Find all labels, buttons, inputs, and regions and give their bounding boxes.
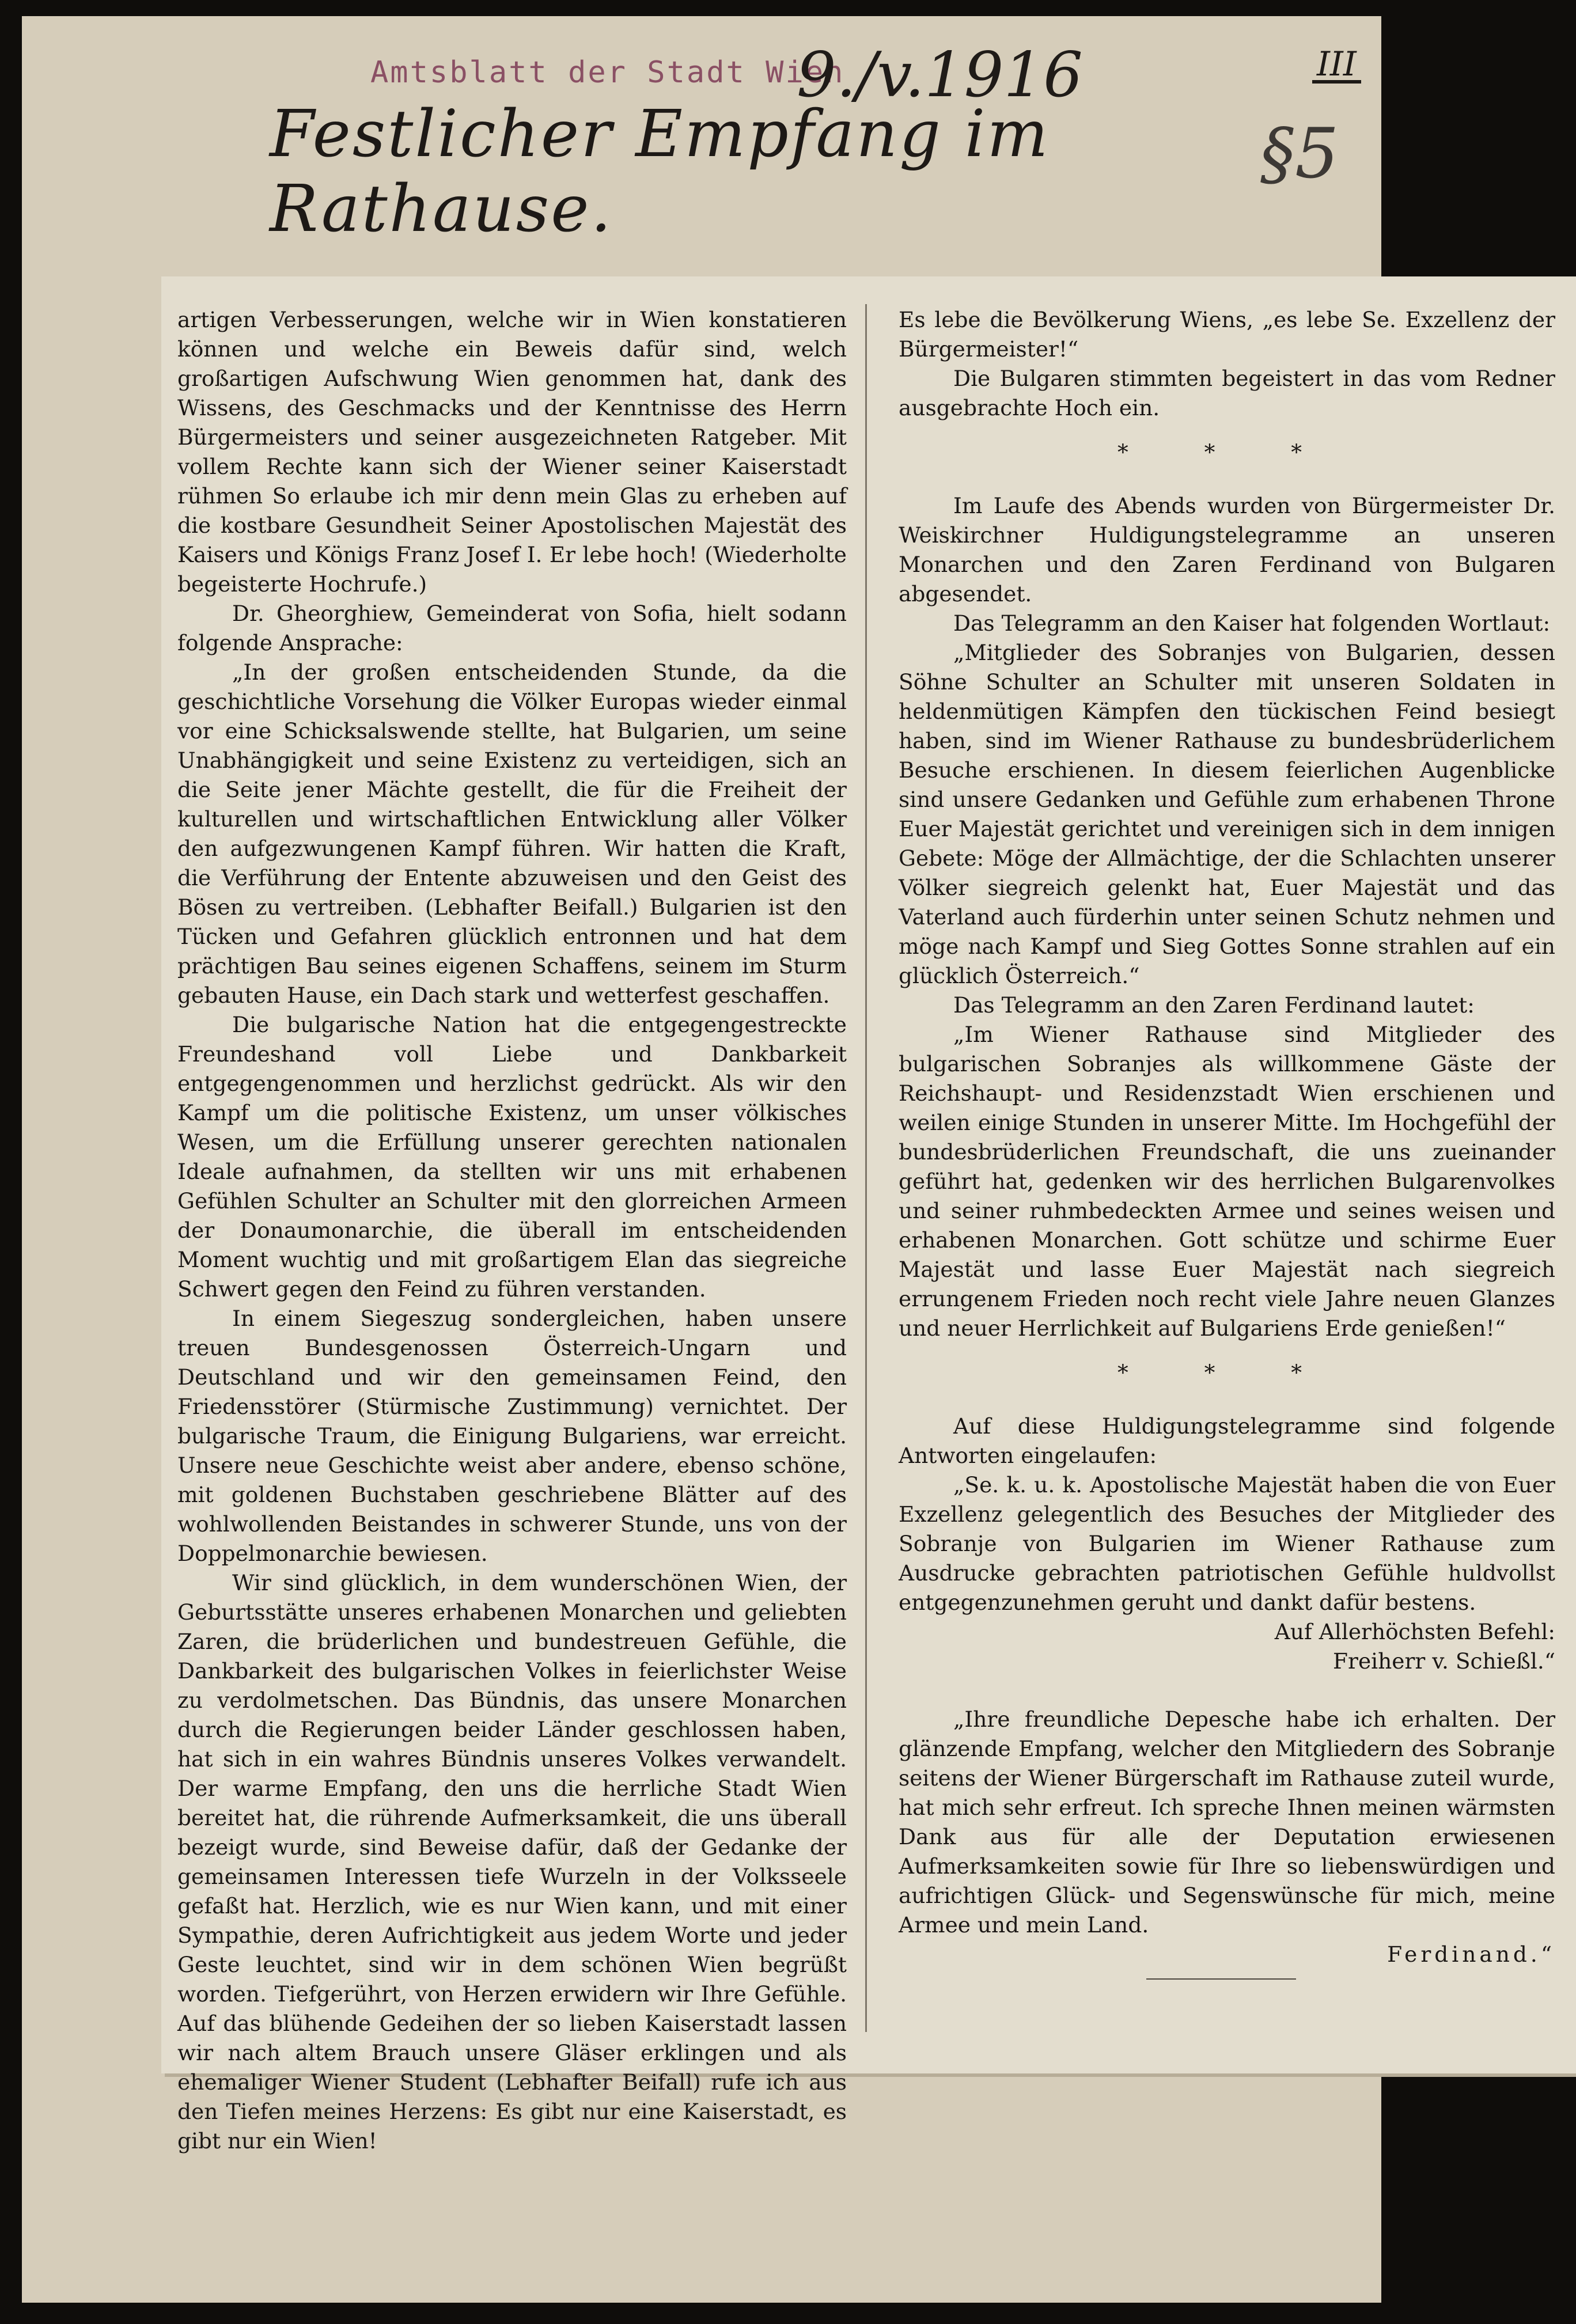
paragraph: Auf diese Huldigungstelegramme sind folgende Antworten eingelaufen:: [899, 1413, 1555, 1468]
signature-line: Ferdinand.“: [1387, 1942, 1555, 1967]
paragraph: Das Telegramm an den Kaiser hat folgenden Wortlaut:: [953, 611, 1551, 636]
handwritten-mark: §5: [1260, 114, 1339, 194]
telegram-to-tsar: „Im Wiener Rathause sind Mitglieder des bulgarischen Sobranjes als willkommene Gäste der Reichshaupt- und Residenzstadt Wien erschienen und weilen einige Stunden in unserer Mitte. Im Hochgefühl der bundesbrüderlichen Freundschaft, die uns zueinander geführt hat, gedenken wir des herrlichen Bulgarenvolkes und seiner ruhmbedeckten Armee und seines weisen und erhabenen Monarchen. Gott schütze und schirme Euer Majestät und lasse Euer Majestät nach siegreich errungenem Frieden noch recht viele Jahre neuen Glanzes und neuer Herrlichkeit auf Bulgariens Erde genießen!“: [899, 1022, 1555, 1341]
paragraph: Die Bulgaren stimmten begeistert in das vom Redner ausgebrachte Hoch ein.: [899, 366, 1555, 420]
paragraph: Das Telegramm an den Zaren Ferdinand lautet:: [953, 992, 1475, 1018]
paragraph: Es lebe die Bevölkerung Wiens, „es lebe Se. Exzellenz der Bürgermeister!“: [899, 307, 1555, 362]
paragraph: Die bulgarische Nation hat die entgegengestreckte Freundeshand voll Liebe und Dankbarkeit entgegengenommen und herzlichst gedrückt. Als wir den Kampf um die politische Existenz, um unser völkisches Wesen, um die Erfüllung unserer gerechten nationalen Ideale aufnahmen, da stellten wir uns mit erhabenen Gefühlen Schulter an Schulter mit den glorreichen Armeen der Donaumonarchie, die überall im entscheidenden Moment wuchtig und mit großartigem Elan das siegreiche Schwert gegen den Feind zu führen verstanden.: [177, 1012, 847, 1302]
end-rule: [1146, 1978, 1296, 1980]
paragraph: Dr. Gheorghiew, Gemeinderat von Sofia, hielt sodann folgende Ansprache:: [177, 601, 847, 655]
reply-from-tsar: „Ihre freundliche Depesche habe ich erhalten. Der glänzende Empfang, welcher den Mitgliedern des Sobranje seitens der Wiener Bürgerschaft im Rathause zuteil wurde, hat mich sehr erfreut. Ich spreche Ihnen meinen wärmsten Dank aus für alle der Deputation erwiesenen Aufmerksamkeiten sowie für Ihre so liebenswürdigen und aufrichtigen Glück- und Segenswünsche für mich, meine Armee und mein Land.: [899, 1707, 1555, 1938]
telegram-to-emperor: „Mitglieder des Sobranjes von Bulgarien, dessen Söhne Schulter an Schulter mit unseren Soldaten in heldenmütigen Kämpfen den tückischen Feind besiegt haben, sind im Wiener Rathause zu bundesbrüderlichem Besuche erschienen. In diesem feierlichen Augenblicke sind unsere Gedanken und Gefühle zum erhabenen Throne Euer Majestät gerichtet und vereinigen sich in dem innigen Gebete: Möge der Allmächtige, der die Schlachten unserer Völker siegreich gelenkt hat, Euer Majestät und das Vaterland auch fürderhin unter seinen Schutz nehmen und möge nach Kampf und Sieg Gottes Sonne strahlen auf ein glücklich Österreich.“: [899, 640, 1555, 988]
handwritten-title: Festlicher Empfang im Rathause.: [270, 97, 1050, 247]
paragraph: Wir sind glücklich, in dem wunderschönen Wien, der Geburtsstätte unseres erhabenen Monarchen und geliebten Zaren, die brüderlichen und bundestreuen Gefühle, die Dankbarkeit des bulgarischen Volkes in feierlichster Weise zu verdolmetschen. Das Bündnis, das unsere Monarchen durch die Regierungen beider Länder geschlossen haben, hat sich in ein wahres Bündnis unseres Volkes verwandelt. Der warme Empfang, den uns die herrliche Stadt Wien bereitet hat, die rührende Aufmerksamkeit, die uns überall bezeigt wurde, sind Beweise dafür, daß der Gedanke der gemeinsamen Interessen tiefe Wurzeln in der Volksseele gefaßt hat. Herzlich, wie es nur Wien kann, und mit einer Sympathie, deren Aufrichtigkeit aus jedem Worte und jeder Geste leuchtet, sind wir in dem schönen Wien begrüßt worden. Tiefgerührt, von Herzen erwidern wir Ihre Gefühle. Auf das blühende Gedeihen der so lieben Kaiserstadt lassen wir nach altem Brauch unsere Gläser erklingen und als ehemaliger Wiener Student (Lebhafter Beifall) rufe ich aus den Tiefen meines Herzens: Es gibt nur eine Kaiserstadt, es gibt nur ein Wien!: [177, 1570, 847, 2154]
reply-from-emperor: „Se. k. u. k. Apostolische Majestät haben die von Euer Exzellenz gelegentlich des Besuches der Mitglieder des Sobranje von Bulgarien im Wiener Rathause zum Ausdrucke gebrachten patriotischen Gefühle huldvollst entgegenzunehmen geruht und dankt dafür bestens.: [899, 1472, 1555, 1615]
right-column: [899, 305, 1555, 1969]
newspaper-stamp: Amtsblatt der Stadt Wien: [370, 55, 845, 90]
paragraph: „In der großen entscheidenden Stunde, da die geschichtliche Vorsehung die Völker Europas wieder einmal vor eine Schicksalswende stellte, hat Bulgarien, um seine Unabhängigkeit und seine Existenz zu verteidigen, sich an die Seite jener Mächte gestellt, die für die Freiheit der kulturellen und wirtschaftlichen Entwicklung aller Völker den aufgezwungenen Kampf führen. Wir hatten die Kraft, die Verführung der Entente abzuweisen und den Geist des Bösen zu vertreiben. (Lebhafter Beifall.) Bulgarien ist den Tücken und Gefahren glücklich entronnen und hat dem prächtigen Bau seines eigenen Schaffens, seinem im Sturm gebauten Hause, ein Dach stark und wetterfest geschaffen.: [177, 659, 847, 1008]
signature-line: Auf Allerhöchsten Befehl:: [1274, 1619, 1555, 1644]
signature-line: Freiherr v. Schießl.“: [1333, 1648, 1555, 1674]
paragraph: Im Laufe des Abends wurden von Bürgermeister Dr. Weiskirchner Huldigungstelegramme an unseren Monarchen und den Zaren Ferdinand von Bulgaren abgesendet.: [899, 493, 1555, 606]
paragraph: artigen Verbesserungen, welche wir in Wien konstatieren können und welche ein Beweis dafür sind, welch großartigen Aufschwung Wien genommen hat, dank des Wissens, des Geschmacks und der Kenntnisse des Herrn Bürgermeisters und seiner ausgezeichneten Ratgeber. Mit vollem Rechte kann sich der Wiener seiner Kaiserstadt rühmen So erlaube ich mir denn mein Glas zu erheben auf die kostbare Gesundheit Seiner Apostolischen Majestät des Kaisers und Königs Franz Josef I. Er lebe hoch! (Wiederholte begeisterte Hochrufe.): [177, 307, 847, 597]
newspaper-clipping: [161, 276, 1576, 2154]
section-separator: * * *: [1117, 1360, 1337, 1385]
handwritten-date: 9./v.1916: [797, 39, 1083, 111]
left-column: [177, 305, 847, 2156]
section-separator: * * *: [1117, 439, 1337, 465]
paragraph: In einem Siegeszug sondergleichen, haben unsere treuen Bundesgenossen Österreich-Ungarn und Deutschland und wir den gemeinsamen Feind, den Friedensstörer (Stürmische Zustimmung) vernichtet. Der bulgarische Traum, die Einigung Bulgariens, war erreicht. Unsere neue Geschichte weist aber andere, ebenso schöne, mit goldenen Buchstaben geschriebene Blätter auf des wohlwollenden Beistandes in schwerer Stunde, uns von der Doppelmonarchie bewiesen.: [177, 1306, 847, 1566]
column-divider: [865, 304, 867, 2032]
roman-numeral: III: [1312, 48, 1361, 84]
